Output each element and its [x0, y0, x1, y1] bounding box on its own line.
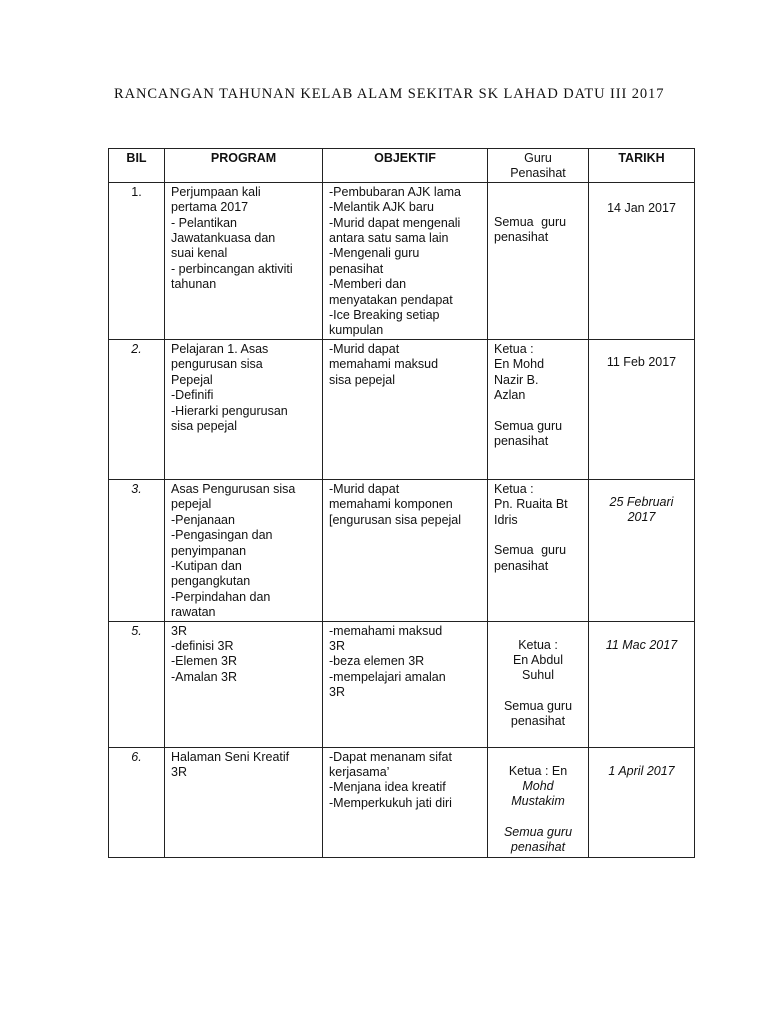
program-line: Asas Pengurusan sisa [171, 481, 296, 496]
row-tarikh: 11 Feb 2017 [589, 339, 695, 479]
row-objektif [323, 621, 488, 747]
program-line: -Elemen 3R [171, 654, 237, 669]
guru-spacer [494, 404, 582, 419]
row-bil: 5. [109, 621, 165, 747]
table-row [109, 339, 695, 479]
program-line: - perbincangan aktiviti [171, 261, 293, 276]
program-line: Pepejal [171, 372, 213, 387]
objektif-line: menyatakan pendapat [329, 292, 453, 307]
program-line: penyimpanan [171, 543, 247, 558]
guru-line: Ketua : En [508, 763, 568, 778]
objektif-line: memahami komponen [329, 497, 453, 512]
program-line: sisa pepejal [171, 418, 238, 433]
guru-line: Pn. Ruaita Bt [494, 497, 568, 512]
guru-line: Suhul [522, 668, 554, 683]
guru-line: Azlan [494, 388, 526, 403]
program-line: pepejal [171, 497, 212, 512]
program-line: pertama 2017 [171, 200, 249, 215]
row-objektif [323, 182, 488, 339]
row-objektif [323, 747, 488, 857]
document-title: RANCANGAN TAHUNAN KELAB ALAM SEKITAR SK LAHAD DATU III 2017 [114, 86, 665, 102]
row-tarikh: 14 Jan 2017 [589, 182, 695, 339]
row-guru-penasihat [488, 479, 589, 621]
guru-line: Mustakim [511, 794, 565, 809]
row-program [165, 747, 323, 857]
guru-spacer [494, 528, 582, 543]
row-program [165, 182, 323, 339]
guru-line: penasihat [494, 230, 549, 245]
annual-plan-table [108, 148, 695, 858]
guru-line: penasihat [494, 433, 549, 448]
guru-spacer [494, 684, 582, 699]
program-line: 3R [171, 623, 187, 638]
objektif-line: -Ice Breaking setiap [329, 308, 440, 323]
objektif-line: kerjasama’ [329, 764, 390, 779]
guru-line: Semua guru [494, 214, 567, 229]
guru-line: Ketua : [494, 481, 534, 496]
objektif-line: kumpulan [329, 323, 384, 338]
table-row [109, 747, 695, 857]
row-bil: 2. [109, 339, 165, 479]
objektif-line: 3R [329, 638, 345, 653]
row-tarikh: 25 Februari 2017 [589, 479, 695, 621]
program-line: -Perpindahan dan [171, 589, 271, 604]
header-row [109, 149, 695, 183]
header-guru-penasihat [488, 149, 589, 183]
header-bil: BIL [109, 149, 165, 183]
header-objektif: OBJEKTIF [323, 149, 488, 183]
guru-line: Ketua : [494, 341, 534, 356]
guru-line: Nazir B. [494, 372, 539, 387]
objektif-line: -memahami maksud [329, 623, 443, 638]
program-line: 3R [171, 764, 187, 779]
guru-line: penasihat [494, 558, 549, 573]
row-tarikh: 11 Mac 2017 [589, 621, 695, 747]
guru-line: Semua guru [494, 543, 567, 558]
objektif-line: -Murid dapat [329, 481, 400, 496]
guru-line: En Abdul [512, 652, 564, 667]
program-line: rawatan [171, 605, 216, 620]
program-line: Halaman Seni Kreatif [171, 749, 290, 764]
objektif-line: -Mengenali guru [329, 246, 420, 261]
table-row [109, 182, 695, 339]
objektif-line: -Memberi dan [329, 277, 407, 292]
guru-line: penasihat [510, 840, 566, 855]
guru-line: Semua guru [494, 418, 563, 433]
row-objektif [323, 339, 488, 479]
program-line: pengurusan sisa [171, 357, 263, 372]
program-line: Jawatankuasa dan [171, 231, 276, 246]
program-line: suai kenal [171, 246, 228, 261]
objektif-line: -Pembubaran AJK lama [329, 184, 462, 199]
objektif-line: -Memperkukuh jati diri [329, 795, 452, 810]
program-line: Perjumpaan kali [171, 184, 261, 199]
row-bil: 1. [109, 182, 165, 339]
row-guru-penasihat [488, 747, 589, 857]
program-line: -definisi 3R [171, 638, 234, 653]
objektif-line: -Melantik AJK baru [329, 200, 434, 215]
objektif-line: [engurusan sisa pepejal [329, 512, 462, 527]
guru-line: Ketua : [518, 637, 558, 652]
header-program: PROGRAM [165, 149, 323, 183]
header-tarikh: TARIKH [589, 149, 695, 183]
program-line: - Pelantikan [171, 215, 238, 230]
program-line: Pelajaran 1. Asas [171, 341, 269, 356]
objektif-line: sisa pepejal [329, 372, 396, 387]
row-guru-penasihat [488, 339, 589, 479]
row-program [165, 621, 323, 747]
objektif-line: 3R [329, 685, 345, 700]
objektif-line: antara satu sama lain [329, 231, 449, 246]
program-line: pengangkutan [171, 574, 251, 589]
guru-line: Mohd [522, 778, 554, 793]
program-line: -Kutipan dan [171, 558, 242, 573]
guru-line: Semua guru [503, 698, 573, 713]
objektif-line: memahami maksud [329, 357, 439, 372]
program-line: -Hierarki pengurusan [171, 403, 288, 418]
objektif-line: -mempelajari amalan [329, 669, 446, 684]
row-guru-penasihat [488, 182, 589, 339]
program-line: -Penjanaan [171, 512, 235, 527]
guru-spacer [494, 810, 582, 825]
guru-line: En Mohd [494, 357, 545, 372]
guru-line: Idris [494, 512, 518, 527]
objektif-line: -Menjana idea kreatif [329, 780, 446, 795]
row-bil: 3. [109, 479, 165, 621]
table-row [109, 479, 695, 621]
row-program [165, 339, 323, 479]
row-objektif [323, 479, 488, 621]
program-line: -Definifi [171, 388, 214, 403]
program-line: tahunan [171, 277, 217, 292]
objektif-line: -Murid dapat mengenali [329, 215, 461, 230]
row-bil: 6. [109, 747, 165, 857]
program-line: -Pengasingan dan [171, 528, 273, 543]
header-guru-line2: Penasihat [510, 166, 566, 181]
row-tarikh: 1 April 2017 [589, 747, 695, 857]
program-line: -Amalan 3R [171, 669, 237, 684]
objektif-line: penasihat [329, 261, 384, 276]
header-guru-line1: Guru [524, 151, 552, 165]
guru-line: Semua guru [503, 824, 573, 839]
objektif-line: -Murid dapat [329, 341, 400, 356]
objektif-line: -beza elemen 3R [329, 654, 425, 669]
table-row [109, 621, 695, 747]
row-guru-penasihat [488, 621, 589, 747]
guru-line: penasihat [510, 714, 566, 729]
row-program [165, 479, 323, 621]
objektif-line: -Dapat menanam sifat [329, 749, 452, 764]
